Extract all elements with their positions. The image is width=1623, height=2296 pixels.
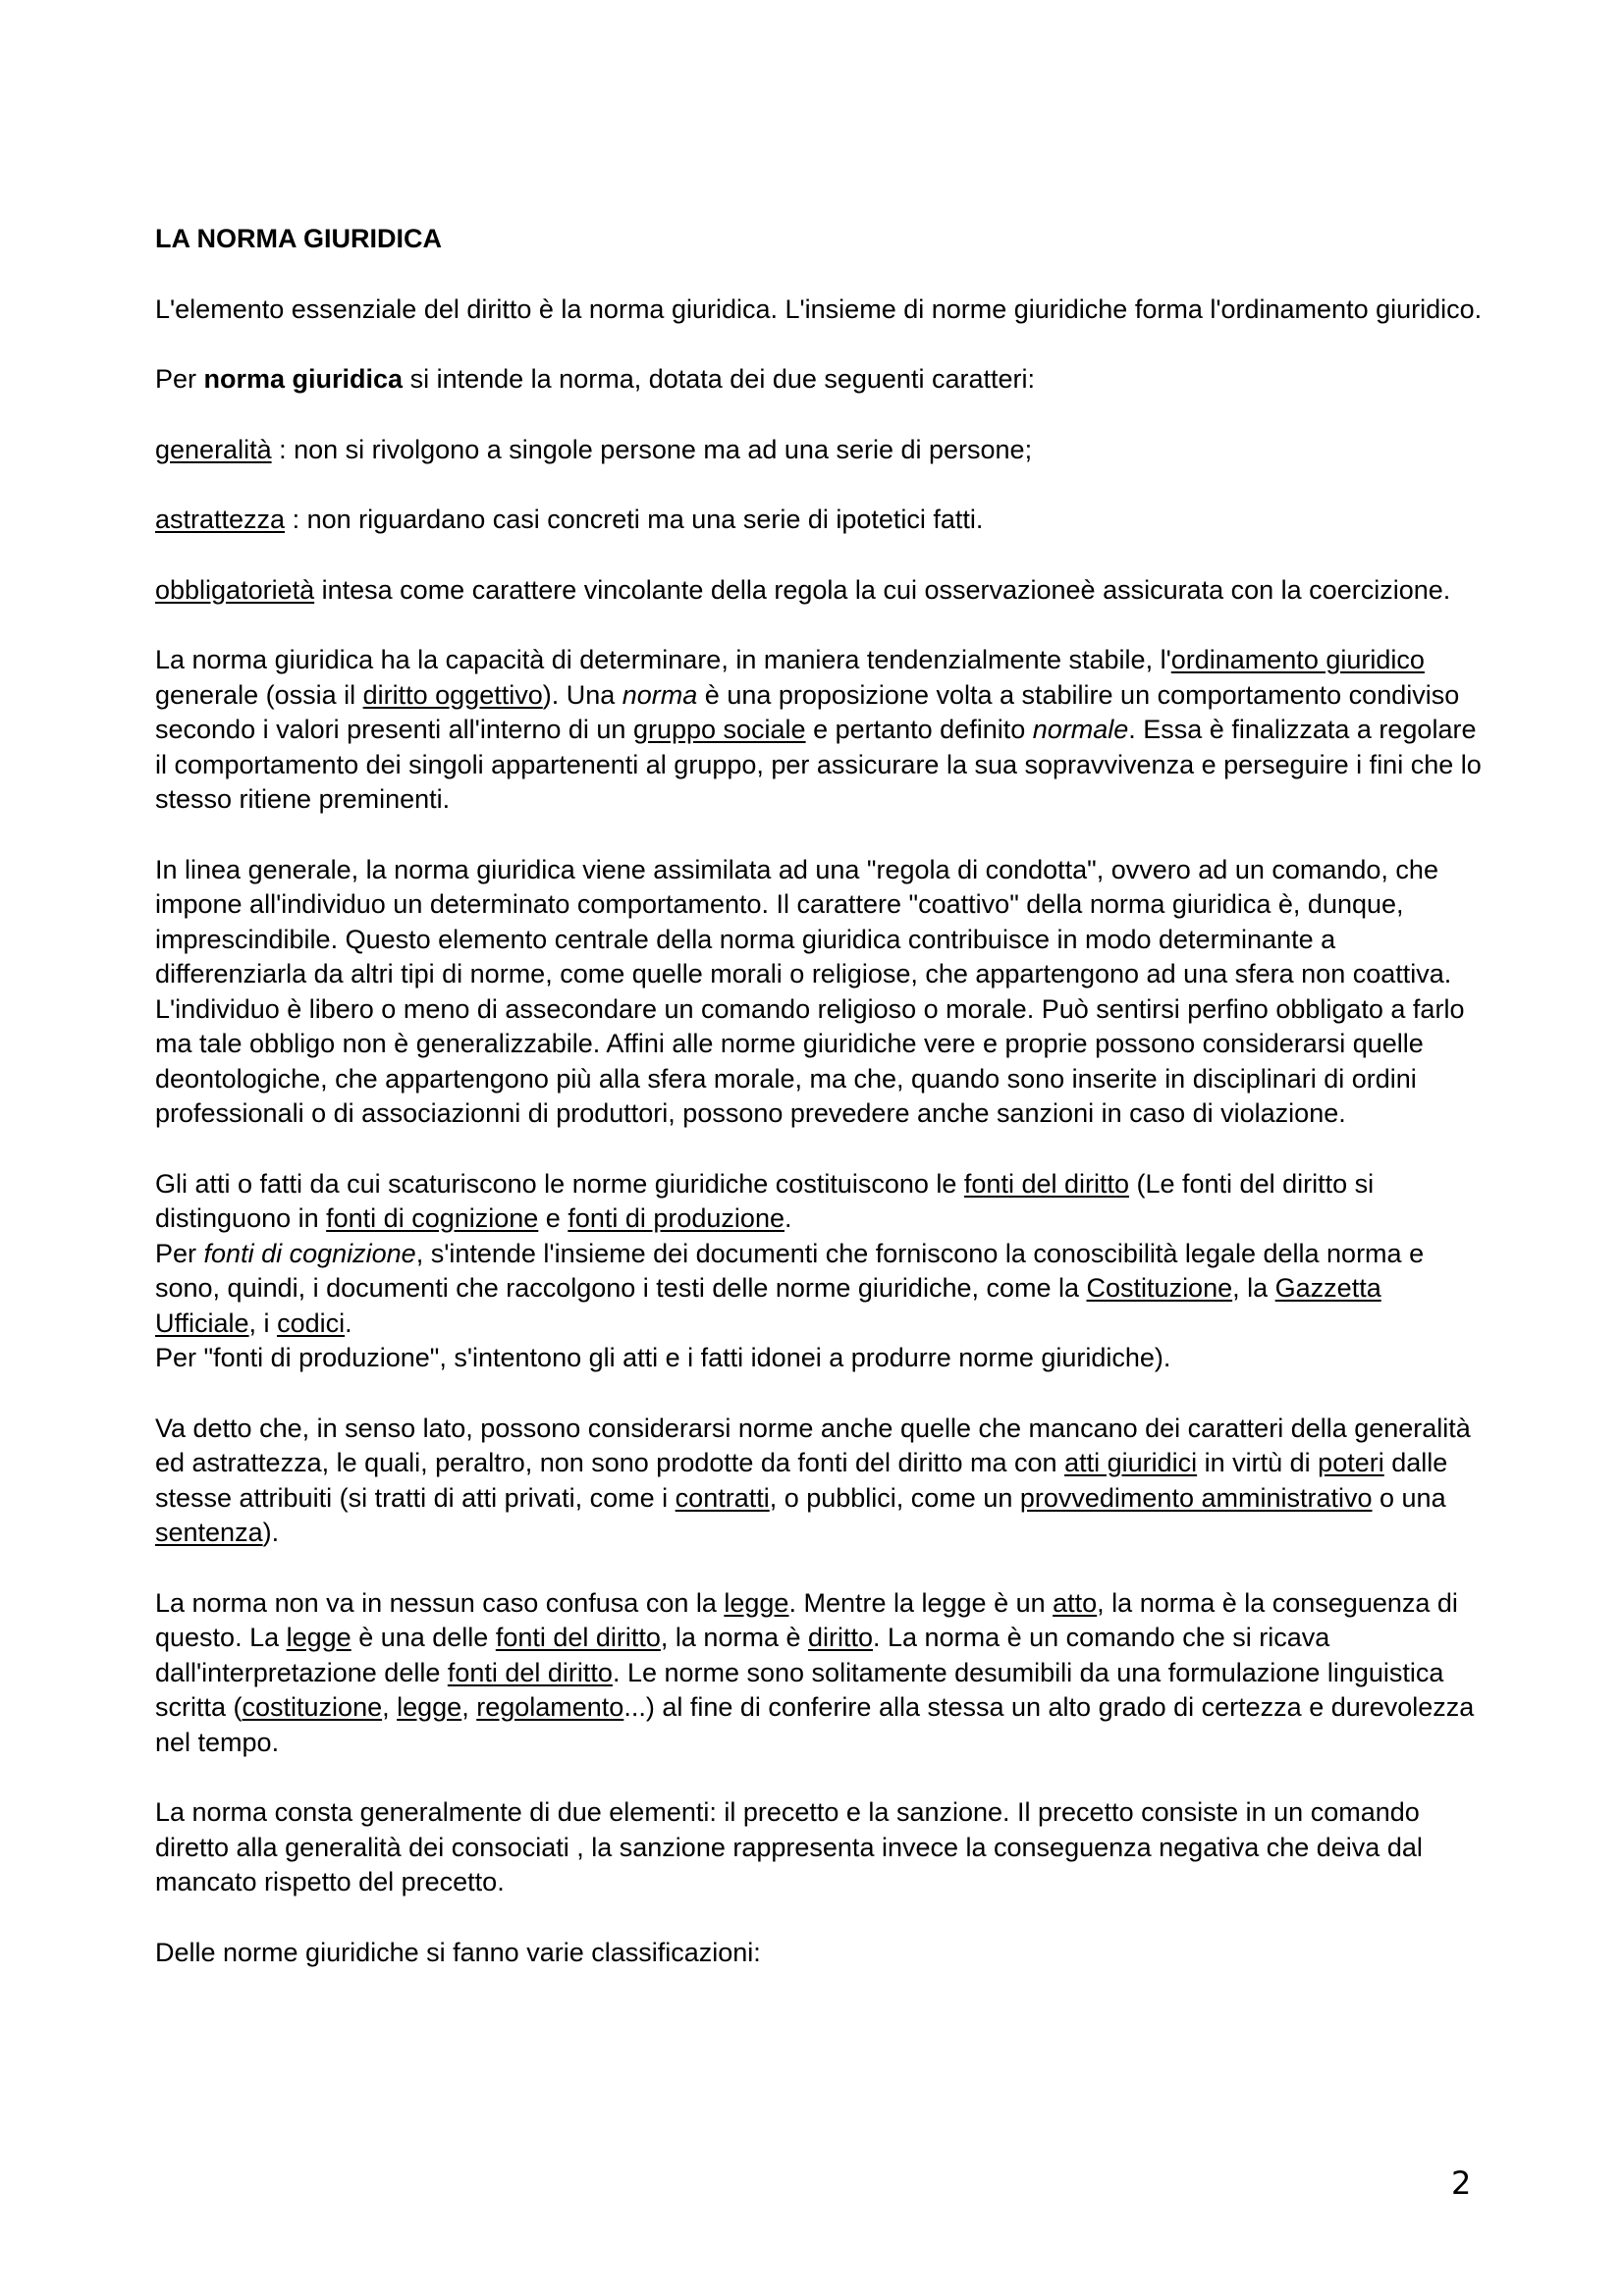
paragraph-senso-lato: Va detto che, in senso lato, possono considerarsi norme anche quelle che mancano dei caratteri della generalità ed astrattezza, le quali, peraltro, non sono prodotte da fonti del diritto ma con atti giuridici in virtù di poteri dalle stesse attribuiti (si tratti di atti privati, come i contratti, o pubblici, come un provvedimento amministrativo o una sentenza).	[155, 1413, 1471, 1547]
link-legge-3[interactable]: legge	[397, 1692, 462, 1722]
link-legge-2[interactable]: legge	[286, 1623, 352, 1652]
paragraph-capacita: La norma giuridica ha la capacità di determinare, in maniera tendenzialmente stabile, l'ordinamento giuridico generale (ossia il diritto oggettivo). Una norma è una proposizione volta a stabilire un comportamento condiviso secondo i valori presenti all'interno di un gruppo sociale e pertanto definito normale. Essa è finalizzata a regolare il comportamento dei singoli appartenenti al gruppo, per assicurare la sua sopravvivenza e perseguire i fini che lo stesso ritiene preminenti.	[155, 645, 1482, 814]
paragraph-fonti: Gli atti o fatti da cui scaturiscono le norme giuridiche costituiscono le fonti del diritto (Le fonti del diritto si distinguono in fonti di cognizione e fonti di produzione.	[155, 1168, 1375, 1233]
link-atti-giuridici[interactable]: atti giuridici	[1064, 1448, 1198, 1477]
link-gruppo-sociale[interactable]: gruppo sociale	[632, 715, 806, 744]
link-contratti[interactable]: contratti	[675, 1482, 770, 1513]
link-diritto-oggettivo[interactable]: diritto oggettivo	[362, 679, 543, 710]
paragraph-classificazioni: Delle norme giuridiche si fanno varie classificazioni:	[155, 1937, 761, 1967]
paragraph-precetto-sanzione: La norma consta generalmente di due elementi: il precetto e la sanzione. Il precetto consiste in un comando diretto alla generalità dei consociati , la sanzione rappresenta invece la conseguenza negativa che deiva dal mancato rispetto del precetto.	[155, 1797, 1423, 1896]
paragraph-intro: L'elemento essenziale del diritto è la norma giuridica. L'insieme di norme giuridiche forma l'ordinamento giuridico.	[155, 294, 1483, 324]
paragraph-generalita: generalità : non si rivolgono a singole persone ma ad una serie di persone;	[155, 434, 1033, 464]
link-fonti-di-cognizione[interactable]: fonti di cognizione	[326, 1203, 539, 1233]
link-codici[interactable]: codici	[277, 1308, 346, 1338]
link-poteri[interactable]: poteri	[1318, 1448, 1384, 1477]
link-provvedimento-amministrativo[interactable]: provvedimento amministrativo	[1019, 1482, 1373, 1513]
page-number: 2	[1451, 2164, 1472, 2202]
document-body	[155, 222, 1483, 1970]
link-fonti-del-diritto-3[interactable]: fonti del diritto	[447, 1657, 613, 1687]
link-gazzetta-ufficiale[interactable]: Gazzetta Ufficiale	[155, 1273, 1381, 1338]
italic-norma: norma	[622, 679, 698, 710]
italic-normale: normale	[1032, 715, 1129, 744]
link-generalita[interactable]: generalità	[155, 434, 272, 464]
paragraph-fonti-cognizione: Per fonti di cognizione, s'intende l'insieme dei documenti che forniscono la conoscibilità legale della norma e sono, quindi, i documenti che raccolgono i testi delle norme giuridiche, come la Costituzione, la Gazzetta Ufficiale, i codici.	[155, 1238, 1425, 1338]
link-costituzione[interactable]: Costituzione	[1086, 1273, 1233, 1303]
bold-term: norma giuridica	[203, 364, 404, 394]
paragraph-legge: La norma non va in nessun caso confusa con la legge. Mentre la legge è un atto, la norma è la conseguenza di questo. La legge è una delle fonti del diritto, la norma è diritto. La norma è un comando che si ricava dall'interpretazione delle fonti del diritto. Le norme sono solitamente desumibili da una formulazione linguistica scritta (costituzione, legge, regolamento...) al fine di conferire alla stessa un alto grado di certezza e durevolezza nel tempo.	[155, 1587, 1475, 1757]
paragraph-fonti-produzione: Per "fonti di produzione", s'intentono gli atti e i fatti idonei a produrre norme giuridiche).	[155, 1343, 1171, 1372]
link-regolamento[interactable]: regolamento	[476, 1692, 624, 1722]
link-fonti-del-diritto-2[interactable]: fonti del diritto	[495, 1623, 661, 1652]
link-sentenza[interactable]: sentenza	[155, 1518, 263, 1547]
paragraph-obbligatorieta: obbligatorietà intesa come carattere vincolante della regola la cui osservazioneè assicurata con la coercizione.	[155, 574, 1451, 605]
link-fonti-di-produzione[interactable]: fonti di produzione	[568, 1203, 784, 1233]
paragraph-astrattezza: astrattezza : non riguardano casi concreti ma una serie di ipotetici fatti.	[155, 505, 984, 534]
link-diritto[interactable]: diritto	[807, 1623, 874, 1652]
italic-fonti-di-cognizione: fonti di cognizione	[203, 1238, 416, 1268]
paragraph-definition: Per norma giuridica si intende la norma, dotata dei due seguenti caratteri:	[155, 364, 1035, 394]
link-costituzione-2[interactable]: costituzione	[242, 1692, 383, 1722]
link-legge[interactable]: legge	[724, 1587, 789, 1618]
document-title: LA NORMA GIURIDICA	[155, 224, 442, 253]
link-atto[interactable]: atto	[1053, 1587, 1098, 1618]
link-astrattezza[interactable]: astrattezza	[155, 505, 286, 534]
link-fonti-del-diritto[interactable]: fonti del diritto	[963, 1168, 1129, 1199]
paragraph-regola-condotta: In linea generale, la norma giuridica viene assimilata ad una "regola di condotta", ovvero ad un comando, che impone all'individuo un determinato comportamento. Il carattere "coattivo" della norma giuridica è, dunque, imprescindibile. Questo elemento centrale della norma giuridica contribuisce in modo determinante a differenziarla da altri tipi di norme, come quelle morali o religiose, che appartengono ad una sfera non coattiva. L'individuo è libero o meno di assecondare un comando religioso o morale. Può sentirsi perfino obbligato a farlo ma tale obbligo non è generalizzabile. Affini alle norme giuridiche vere e proprie possono considerarsi quelle deontologiche, che appartengono più alla sfera morale, ma che, quando sono inserite in disciplinari di ordini professionali o di associazionni di produttori, possono prevedere anche sanzioni in caso di violazione.	[155, 854, 1465, 1128]
link-ordinamento-giuridico[interactable]: ordinamento giuridico	[1170, 645, 1425, 674]
link-obbligatorieta[interactable]: obbligatorietà	[155, 574, 315, 605]
